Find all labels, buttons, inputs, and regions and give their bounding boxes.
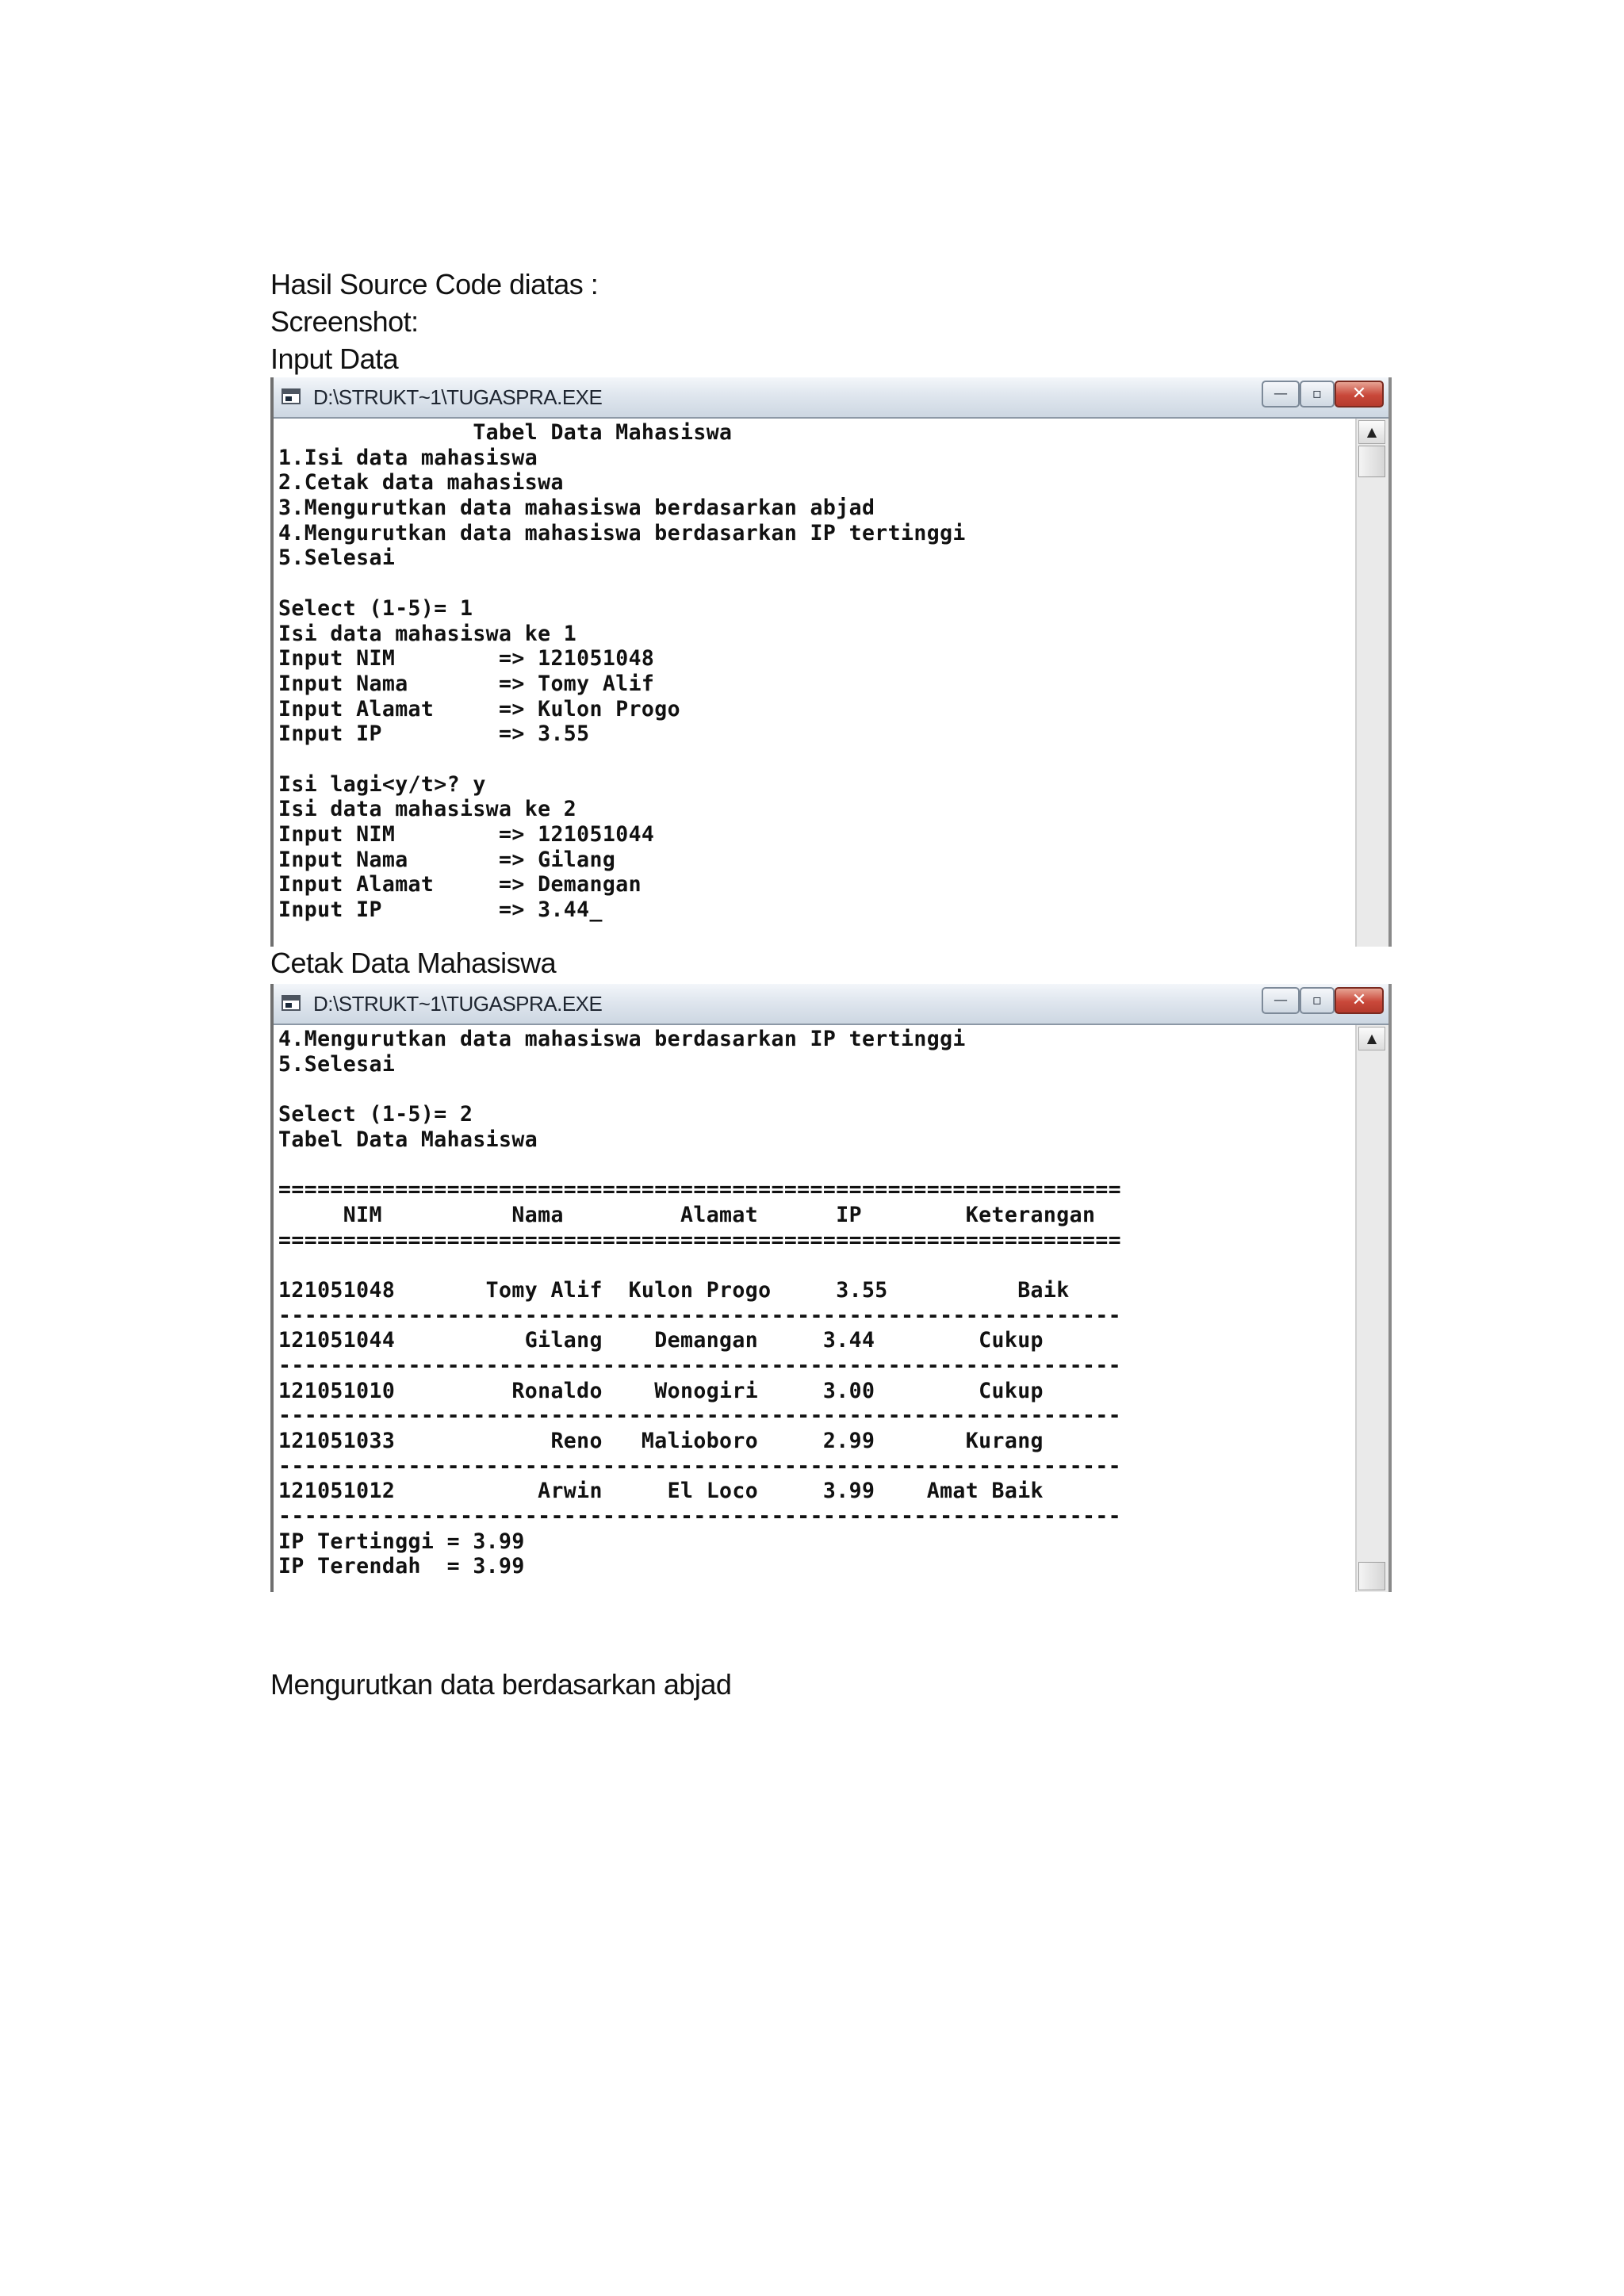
scroll-up-icon[interactable]: ▲	[1358, 420, 1385, 444]
console-line: Input IP => 3.55	[278, 721, 590, 747]
title-bar[interactable]	[274, 377, 1388, 419]
console-window-input	[270, 377, 1392, 947]
console-line	[278, 1152, 1354, 1177]
console-line	[278, 1253, 1354, 1278]
console-line: -----------------------------------------------------------------	[278, 1303, 1122, 1328]
title-bar[interactable]	[274, 984, 1388, 1025]
heading-line-2: Screenshot:	[270, 305, 419, 338]
console-line: Select (1-5)= 2	[278, 1102, 473, 1127]
console-line	[278, 1077, 1354, 1102]
console-line: -----------------------------------------------------------------	[278, 1403, 1122, 1429]
console-line: 121051033 Reno Malioboro 2.99 Kurang	[278, 1429, 1044, 1453]
console-line: 121051044 Gilang Demangan 3.44 Cukup	[278, 1328, 1044, 1353]
scroll-up-icon[interactable]: ▲	[1358, 1027, 1385, 1050]
console-output	[278, 420, 1354, 947]
console-window-cetak	[270, 984, 1392, 1592]
window-title: D:\STRUKT~1\TUGASPRA.EXE	[313, 385, 603, 409]
console-line: 121051010 Ronaldo Wonogiri 3.00 Cukup	[278, 1378, 1044, 1403]
console-line: Input NIM => 121051048	[278, 646, 655, 672]
console-line: 5.Selesai	[278, 545, 396, 571]
section-cetak-heading: Cetak Data Mahasiswa	[270, 947, 557, 979]
console-line: Input Nama => Tomy Alif	[278, 671, 655, 696]
console-line: 3.Mengurutkan data mahasiswa berdasarkan abjad	[278, 496, 875, 521]
vertical-scrollbar[interactable]	[1355, 1025, 1388, 1592]
console-line: Isi lagi<y/t>? y	[278, 771, 486, 797]
console-app-icon[interactable]	[282, 995, 301, 1011]
minimize-button[interactable]: —	[1262, 987, 1300, 1014]
console-line: Isi data mahasiswa ke 2	[278, 797, 577, 822]
console-line: -----------------------------------------------------------------	[278, 1353, 1122, 1378]
console-line: 4.Mengurutkan data mahasiswa berdasarkan IP tertinggi	[278, 1027, 966, 1051]
console-line: =================================================================	[278, 1177, 1122, 1203]
console-line: =================================================================	[278, 1227, 1122, 1253]
console-line: -----------------------------------------------------------------	[278, 1504, 1122, 1529]
console-line: 1.Isi data mahasiswa	[278, 445, 538, 470]
minimize-button[interactable]: —	[1262, 381, 1300, 408]
scroll-thumb[interactable]	[1358, 1562, 1385, 1590]
console-line: Input IP => 3.44_	[278, 897, 603, 923]
window-title: D:\STRUKT~1\TUGASPRA.EXE	[313, 992, 603, 1016]
console-line	[278, 747, 1354, 772]
maximize-button[interactable]: ▫	[1300, 987, 1335, 1014]
console-line: Tabel Data Mahasiswa	[278, 1127, 538, 1152]
section-urut-heading: Mengurutkan data berdasarkan abjad	[270, 1668, 732, 1701]
close-button[interactable]: ✕	[1335, 381, 1384, 408]
console-line: Input Alamat => Demangan	[278, 872, 642, 897]
console-line: NIM Nama Alamat IP Keterangan	[278, 1202, 1096, 1227]
console-line: 121051048 Tomy Alif Kulon Progo 3.55 Baik	[278, 1277, 1070, 1303]
heading-line-3: Input Data	[270, 342, 399, 375]
console-line: -----------------------------------------------------------------	[278, 1453, 1122, 1479]
scroll-thumb[interactable]	[1358, 446, 1385, 477]
console-line	[278, 571, 1354, 596]
console-line: 121051012 Arwin El Loco 3.99 Amat Baik	[278, 1479, 1044, 1504]
console-line: Input NIM => 121051044	[278, 822, 655, 847]
close-button[interactable]: ✕	[1335, 987, 1384, 1014]
console-app-icon[interactable]	[282, 388, 301, 404]
console-line: 2.Cetak data mahasiswa	[278, 470, 564, 496]
console-line: 4.Mengurutkan data mahasiswa berdasarkan IP tertinggi	[278, 520, 966, 545]
heading-line-1: Hasil Source Code diatas :	[270, 268, 599, 300]
console-output	[278, 1027, 1354, 1592]
console-line: Tabel Data Mahasiswa	[278, 420, 733, 445]
console-line: IP Terendah = 3.99	[278, 1554, 525, 1579]
console-line: Input Nama => Gilang	[278, 847, 616, 872]
console-line: Isi data mahasiswa ke 1	[278, 621, 577, 646]
vertical-scrollbar[interactable]	[1355, 419, 1388, 947]
maximize-button[interactable]: ▫	[1300, 381, 1335, 408]
console-line: Input Alamat => Kulon Progo	[278, 696, 680, 721]
console-line: 5.Selesai	[278, 1051, 396, 1077]
console-line: IP Tertinggi = 3.99	[278, 1529, 525, 1554]
console-line: Select (1-5)= 1	[278, 595, 473, 621]
